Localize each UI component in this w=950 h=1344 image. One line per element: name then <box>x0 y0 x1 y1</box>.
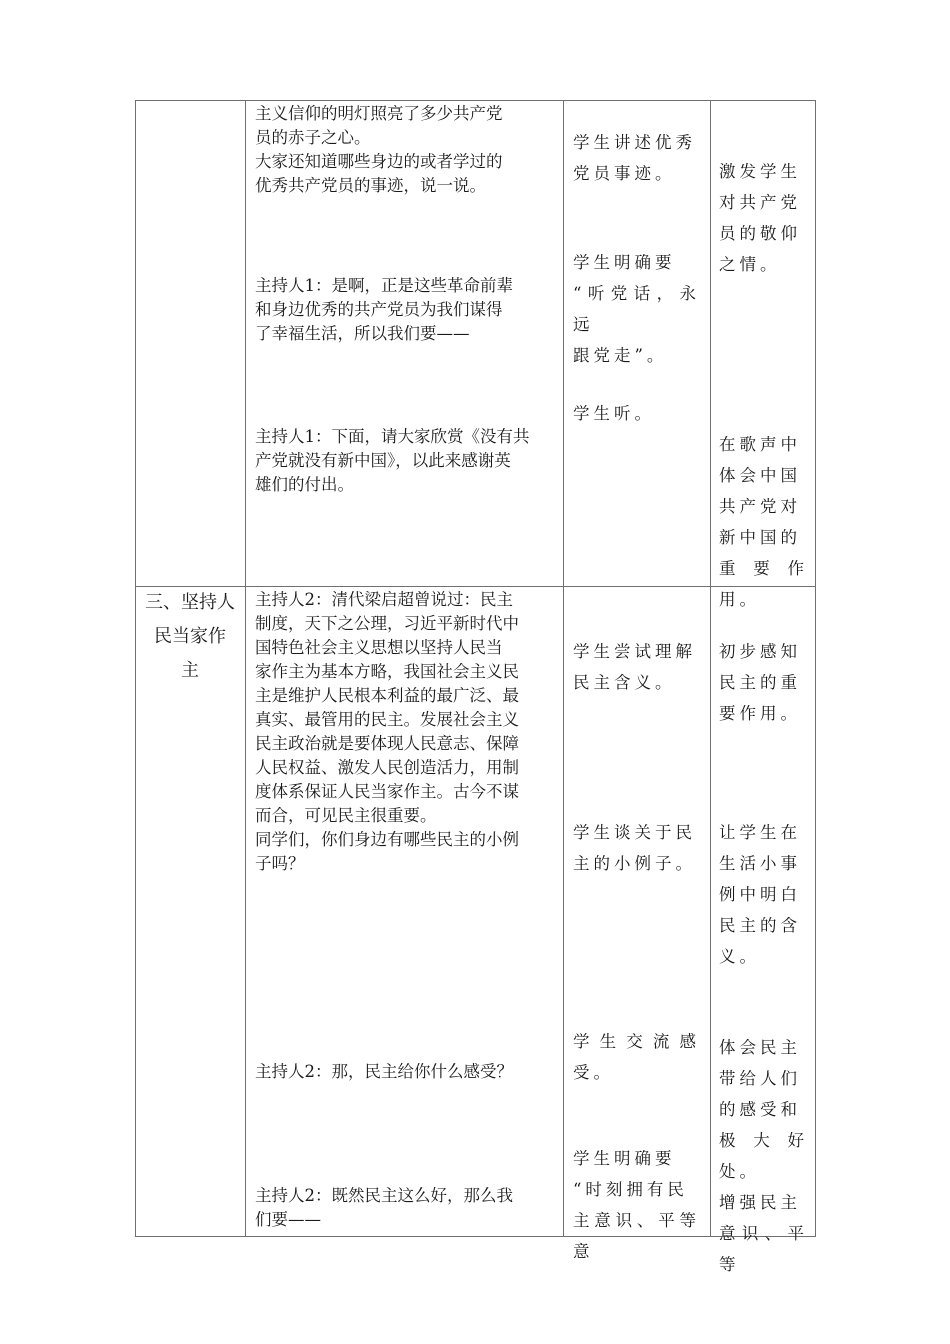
student-activity-cell <box>563 586 710 1261</box>
table-border-bottom <box>135 1236 816 1237</box>
design-purpose-cell <box>710 586 816 1274</box>
section-cell <box>135 100 245 586</box>
design-purpose-text: 激发学生 对共产党 员的敬仰 之情。 <box>719 162 801 274</box>
student-activity-text: 学生讲述优秀 党员事迹。 <box>573 133 696 183</box>
host-text: 主义信仰的明灯照亮了多少共产党 员的赤子之心。 大家还知道哪些身边的或者学过的 优秀共产党员的事迹，说一说。 <box>255 104 503 195</box>
table-row <box>135 100 816 609</box>
design-purpose-text: 在歌声中 体会中国 共产党对 新中国的 重要作用。 <box>719 435 808 609</box>
section-title: 三、坚持人 民当家作 主 <box>145 592 235 681</box>
design-purpose-text: 体会民主 带给人们 的感受和 极大好处。 增强民主 意识、平等 <box>719 1038 808 1274</box>
student-activity-text: 学生尝试理解 民主含义。 <box>573 642 696 692</box>
student-activity-text: 学生明确要 “听党话，永远 跟党走”。 <box>573 253 700 365</box>
host-text: 主持人1：下面，请大家欣赏《没有共 产党就没有新中国》，以此来感谢英 雄们的付出。 <box>255 427 530 494</box>
host-script-cell <box>245 586 563 1236</box>
design-purpose-text: 初步感知 民主的重 要作用。 <box>719 642 801 723</box>
design-purpose-text: 让学生在 生活小事 例中明白 民主的含 义。 <box>719 823 801 966</box>
design-purpose-cell <box>710 100 816 609</box>
host-text: 主持人2：清代梁启超曾说过：民主 制度，天下之公理，习近平新时代中 国特色社会主义思想以坚持人民当 家作主为基本方略，我国社会主义民 主是维护人民根本利益的最广泛、最 真实、最管用的民主。发展社会主义 民主政治就是要体现人民意志、保障 人民权益、激发人民创造活力，用制 度体系保证人民当家作主。古今不谋 而合，可见民主很重要。 同学们，你们身边有哪些民主的小例 子吗？ <box>255 590 519 873</box>
host-text: 主持人2：那，民主给你什么感受？ <box>255 1062 513 1081</box>
host-text: 主持人1：是啊，正是这些革命前辈 和身边优秀的共产党员为我们谋得 了幸福生活，所以我们要—— <box>255 276 513 343</box>
student-activity-text: 学生交流感受。 <box>573 1032 700 1082</box>
section-cell <box>135 586 245 1236</box>
host-script-cell <box>245 100 563 586</box>
host-text: 主持人2：既然民主这么好，那么我 们要—— <box>255 1186 513 1229</box>
student-activity-text: 学生听。 <box>573 404 655 423</box>
student-activity-cell <box>563 100 710 586</box>
student-activity-text: 学生谈关于民 主的小例子。 <box>573 823 696 873</box>
table-row <box>135 586 816 1274</box>
student-activity-text: 学生明确要 “时刻拥有民 主意识、平等意 <box>573 1149 700 1261</box>
